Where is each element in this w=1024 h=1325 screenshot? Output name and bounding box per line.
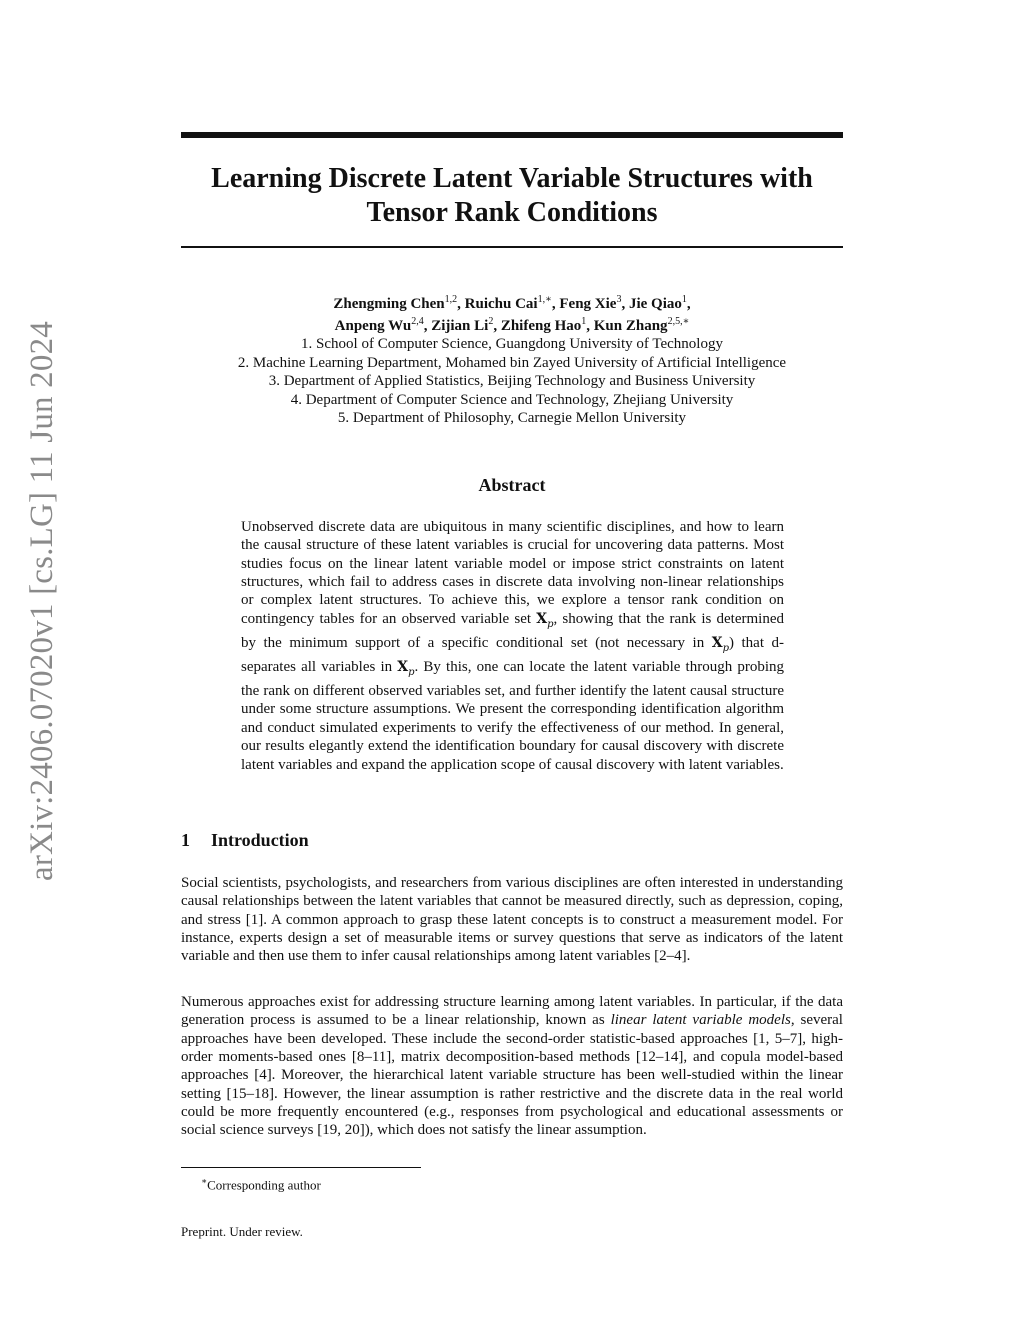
author-name: Jie Qiao [628, 296, 682, 312]
paper-title [181, 162, 843, 230]
section-heading-introduction [181, 829, 843, 851]
author-line-1: Zhengming Chen$^{1,2}$, Ruichu Cai$^{1,∗}$, Feng Xie$^3$, Jie Qiao$^1$, [333, 294, 691, 312]
author-affiliation-mark: 2,5,∗ [667, 316, 690, 327]
section-number: 1 [181, 830, 190, 850]
author-list [181, 293, 843, 337]
footnote-text: Corresponding author [207, 1177, 321, 1193]
preprint-note: Preprint. Under review. [181, 1224, 303, 1239]
abstract-segment: Unobserved discrete data are ubiquitous in many scientific disciplines, and how to learn the causal structure of these latent variables is crucial for uncovering data patterns. Most studies focus on the linear latent variable model or impose strict constraints on latent structures, which fail to address cases in discrete data involving non-linear relationships or complex latent structures. To achieve this, we explore a tensor rank condition on contingency tables for an observed variable set [241, 519, 784, 627]
math-variable: $X_p$ [711, 634, 730, 654]
author-affiliation-mark: 1 [681, 294, 687, 305]
footnote-mark: ∗ [201, 1176, 208, 1186]
footnote-rule [181, 1167, 421, 1168]
affiliation-item: 1. School of Computer Science, Guangdong University of Technology [301, 336, 723, 352]
author-line-2: Anpeng Wu$^{2,4}$, Zijian Li$^2$, Zhifeng Hao$^1$, Kun Zhang$^{2,5,∗}$ [334, 316, 690, 334]
emphasized-term: linear latent variable models [610, 1012, 791, 1029]
abstract-segment: , showing that the rank is determined by the minimum support of a specific conditional set (not necessary in [241, 610, 784, 651]
section-title: Introduction [211, 830, 309, 850]
affiliation-item: 5. Department of Philosophy, Carnegie Mellon University [337, 410, 687, 426]
author-name: Feng Xie [559, 296, 617, 312]
footnote [201, 1173, 321, 1193]
author-name: Anpeng Wu [334, 318, 412, 334]
abstract-heading: Abstract [478, 475, 546, 495]
introduction-paragraph-1: Social scientists, psychologists, and researchers from various disciplines are often interested in understanding causal relationships between the latent variables that cannot be measured directly, such as depression, coping, and stress [1]. A common approach to grasp these latent concepts is to construct a measurement model. For instance, experts design a set of measurable items or survey questions that serve as indicators of the latent variable and then use them to infer causal relationships among latent variables [2–4]. [181, 875, 843, 965]
affiliation-item: 2. Machine Learning Department, Mohamed bin Zayed University of Artificial Intelligence [237, 354, 787, 371]
paragraph-segment: , several approaches have been developed. These include the second-order statistic-based approaches [1, 5–7], high-order moments-based ones [8–11], matrix decomposition-based methods [12–14], and copula model-based approaches [4]. Moreover, the hierarchical latent variable structure has been well-studied within the linear setting [15–18]. However, the linear assumption is rather restrictive and the discrete data in the real world could be more frequently encountered (e.g., responses from psychological and educational assessments or social science surveys [19, 20]), which does not satisfy the linear assumption. [181, 1012, 843, 1139]
author-name: Zhifeng Hao [500, 318, 582, 334]
introduction-paragraph-2 [181, 993, 843, 1140]
paragraph-segment: Numerous approaches exist for addressing structure learning among latent variables. In particular, if the data generation process is assumed to be a linear relationship, known as [181, 994, 843, 1029]
title-line-2: Tensor Rank Conditions [366, 197, 658, 228]
title-rule-top [181, 132, 843, 138]
affiliation-list [181, 335, 843, 428]
author-affiliation-mark: 1 [581, 316, 587, 327]
author-affiliation-mark: 1,2 [444, 294, 458, 305]
abstract-segment: . By this, one can locate the latent variable through probing the rank on different observed variables set, and further identify the latent causal structure under some structure assumptions. We present the corresponding identification algorithm and conduct simulated experiments to verify the effectiveness of our method. In general, our results elegantly extend the identification boundary for causal discovery with discrete latent variables and expand the application scope of causal discovery with latent variables. [241, 659, 784, 773]
author-affiliation-mark: 2,4 [411, 316, 424, 327]
author-name: Ruichu Cai [464, 296, 538, 312]
arxiv-identifier: arXiv:2406.07020v1 [cs.LG] 11 Jun 2024 [24, 321, 60, 881]
affiliation-item: 4. Department of Computer Science and Technology, Zhejiang University [290, 391, 734, 408]
affiliation-item: 3. Department of Applied Statistics, Beijing Technology and Business University [268, 373, 756, 389]
author-name: Zijian Li [431, 318, 489, 334]
abstract-segment: ) that d-separates all variables in [241, 634, 784, 675]
author-affiliation-mark: 3 [616, 294, 622, 305]
math-variable: $X_p$ [397, 659, 415, 678]
author-name: Kun Zhang [593, 318, 668, 334]
author-affiliation-mark: 2 [488, 316, 494, 327]
author-affiliation-mark: 1,∗ [537, 294, 552, 305]
title-line-1: Learning Discrete Latent Variable Structures with [211, 163, 813, 194]
abstract-text [241, 518, 784, 774]
math-variable: $X_p$ [536, 610, 554, 630]
author-name: Zhengming Chen [333, 296, 445, 312]
title-rule-bottom [181, 246, 843, 248]
